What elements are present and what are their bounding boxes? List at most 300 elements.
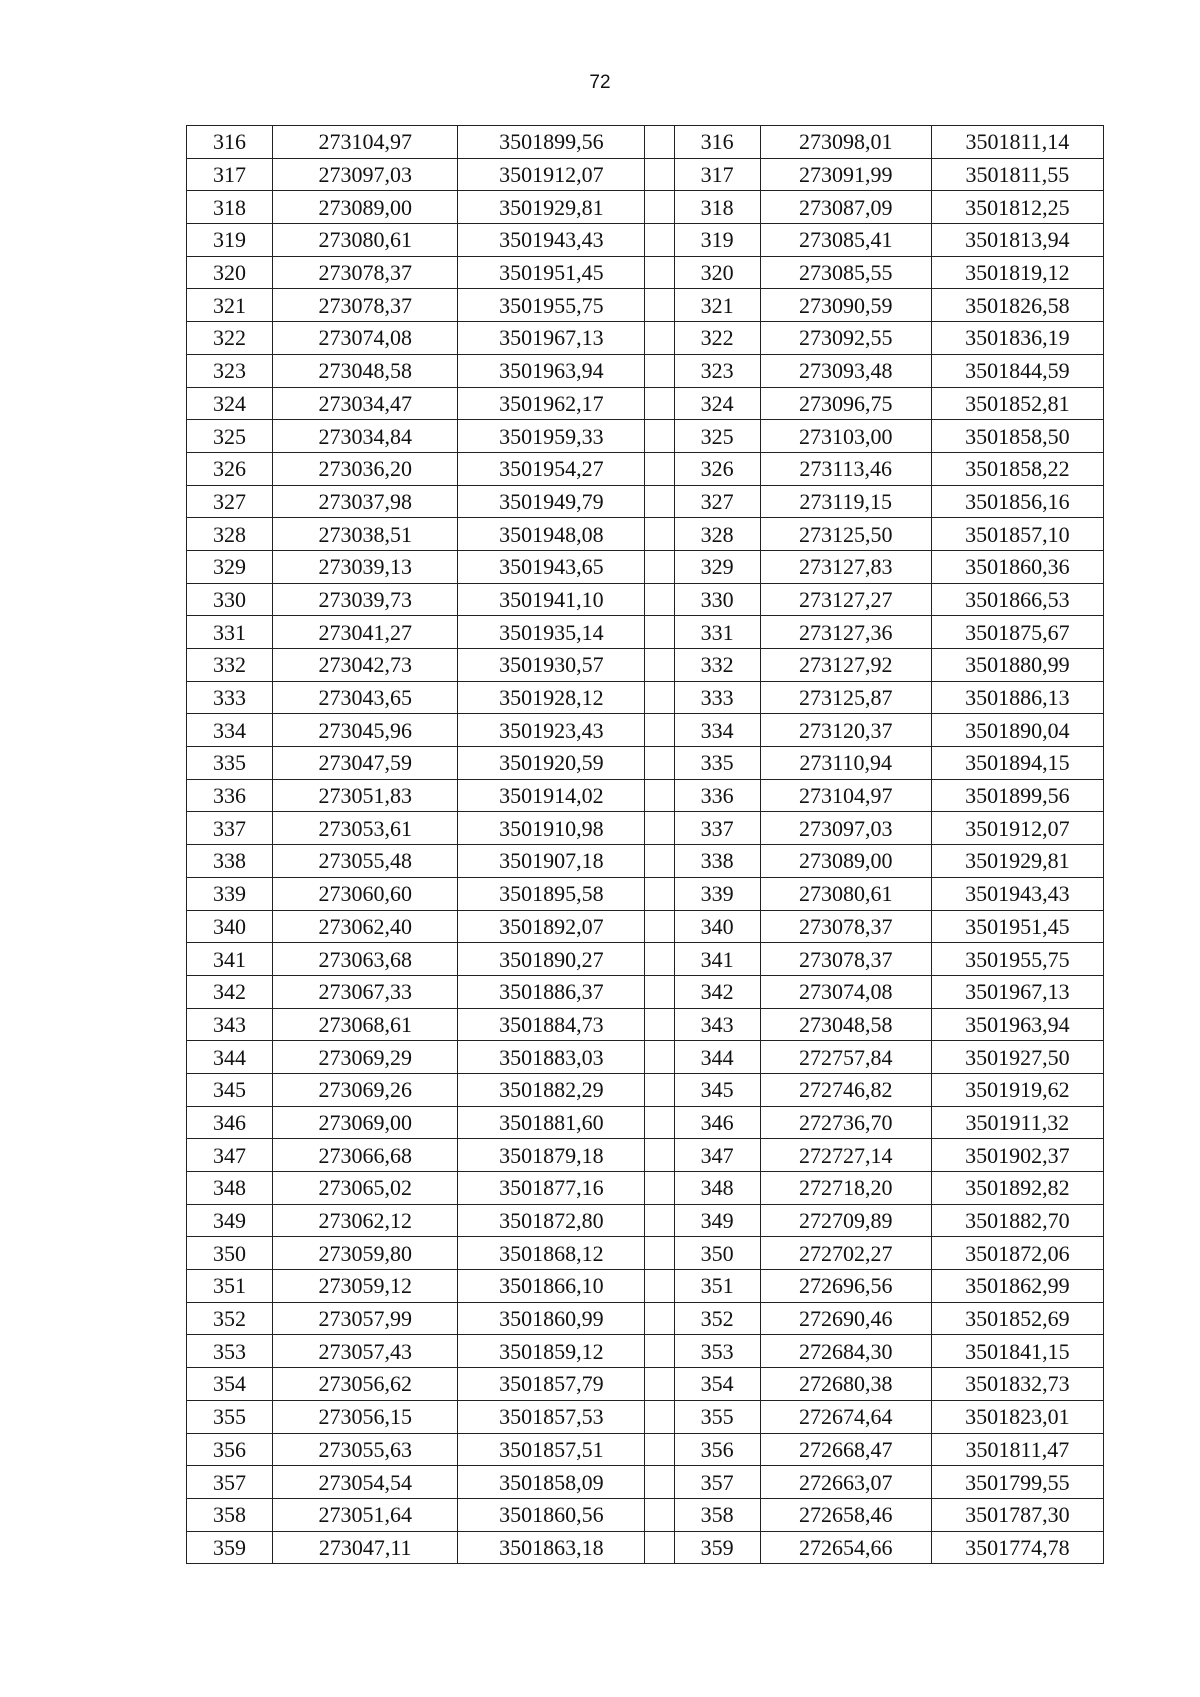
left-y-coordinate-cell: 3501943,43: [458, 224, 645, 257]
right-x-coordinate-cell: 272674,64: [760, 1400, 931, 1433]
right-x-coordinate-cell: 272702,27: [760, 1237, 931, 1270]
table-row: [187, 485, 1104, 518]
left-x-coordinate-cell: 273055,63: [273, 1433, 458, 1466]
table-row: [187, 322, 1104, 355]
right-point-number-cell: 328: [674, 518, 760, 551]
left-y-coordinate-cell: 3501935,14: [458, 616, 645, 649]
left-point-number-cell: 323: [187, 354, 273, 387]
spacer-cell: [645, 158, 674, 191]
left-y-coordinate-cell: 3501941,10: [458, 583, 645, 616]
spacer-cell: [645, 1270, 674, 1303]
right-point-number-cell: 329: [674, 550, 760, 583]
table-row: [187, 877, 1104, 910]
right-x-coordinate-cell: 273091,99: [760, 158, 931, 191]
spacer-cell: [645, 1139, 674, 1172]
table-row: [187, 387, 1104, 420]
left-x-coordinate-cell: 273060,60: [273, 877, 458, 910]
left-y-coordinate-cell: 3501954,27: [458, 452, 645, 485]
left-point-number-cell: 334: [187, 714, 273, 747]
right-point-number-cell: 350: [674, 1237, 760, 1270]
spacer-cell: [645, 485, 674, 518]
left-point-number-cell: 338: [187, 845, 273, 878]
left-x-coordinate-cell: 273104,97: [273, 126, 458, 159]
left-y-coordinate-cell: 3501857,51: [458, 1433, 645, 1466]
right-x-coordinate-cell: 273085,41: [760, 224, 931, 257]
left-x-coordinate-cell: 273063,68: [273, 943, 458, 976]
right-y-coordinate-cell: 3501892,82: [931, 1172, 1103, 1205]
right-y-coordinate-cell: 3501902,37: [931, 1139, 1103, 1172]
left-point-number-cell: 355: [187, 1400, 273, 1433]
left-point-number-cell: 337: [187, 812, 273, 845]
right-y-coordinate-cell: 3501872,06: [931, 1237, 1103, 1270]
left-y-coordinate-cell: 3501929,81: [458, 191, 645, 224]
spacer-cell: [645, 681, 674, 714]
table-row: [187, 1041, 1104, 1074]
left-y-coordinate-cell: 3501963,94: [458, 354, 645, 387]
left-y-coordinate-cell: 3501955,75: [458, 289, 645, 322]
right-point-number-cell: 348: [674, 1172, 760, 1205]
left-y-coordinate-cell: 3501943,65: [458, 550, 645, 583]
spacer-cell: [645, 1106, 674, 1139]
right-point-number-cell: 354: [674, 1368, 760, 1401]
table-row: [187, 975, 1104, 1008]
spacer-cell: [645, 1498, 674, 1531]
right-x-coordinate-cell: 273080,61: [760, 877, 931, 910]
right-point-number-cell: 321: [674, 289, 760, 322]
left-y-coordinate-cell: 3501860,99: [458, 1302, 645, 1335]
left-x-coordinate-cell: 273047,59: [273, 747, 458, 780]
right-x-coordinate-cell: 273093,48: [760, 354, 931, 387]
right-x-coordinate-cell: 273074,08: [760, 975, 931, 1008]
left-x-coordinate-cell: 273048,58: [273, 354, 458, 387]
spacer-cell: [645, 191, 674, 224]
right-x-coordinate-cell: 273097,03: [760, 812, 931, 845]
left-x-coordinate-cell: 273089,00: [273, 191, 458, 224]
left-point-number-cell: 328: [187, 518, 273, 551]
left-y-coordinate-cell: 3501967,13: [458, 322, 645, 355]
left-y-coordinate-cell: 3501951,45: [458, 256, 645, 289]
left-point-number-cell: 319: [187, 224, 273, 257]
left-point-number-cell: 344: [187, 1041, 273, 1074]
left-x-coordinate-cell: 273069,29: [273, 1041, 458, 1074]
right-y-coordinate-cell: 3501875,67: [931, 616, 1103, 649]
right-y-coordinate-cell: 3501943,43: [931, 877, 1103, 910]
left-x-coordinate-cell: 273055,48: [273, 845, 458, 878]
spacer-cell: [645, 975, 674, 1008]
right-point-number-cell: 316: [674, 126, 760, 159]
right-x-coordinate-cell: 272680,38: [760, 1368, 931, 1401]
spacer-cell: [645, 616, 674, 649]
right-y-coordinate-cell: 3501812,25: [931, 191, 1103, 224]
right-y-coordinate-cell: 3501841,15: [931, 1335, 1103, 1368]
left-y-coordinate-cell: 3501914,02: [458, 779, 645, 812]
right-point-number-cell: 324: [674, 387, 760, 420]
right-x-coordinate-cell: 273120,37: [760, 714, 931, 747]
right-x-coordinate-cell: 273103,00: [760, 420, 931, 453]
left-point-number-cell: 335: [187, 747, 273, 780]
right-point-number-cell: 345: [674, 1073, 760, 1106]
table-row: [187, 1139, 1104, 1172]
spacer-cell: [645, 126, 674, 159]
spacer-cell: [645, 943, 674, 976]
left-x-coordinate-cell: 273059,80: [273, 1237, 458, 1270]
spacer-cell: [645, 1204, 674, 1237]
spacer-cell: [645, 1302, 674, 1335]
table-body: [187, 126, 1104, 1564]
right-point-number-cell: 318: [674, 191, 760, 224]
left-y-coordinate-cell: 3501899,56: [458, 126, 645, 159]
right-y-coordinate-cell: 3501826,58: [931, 289, 1103, 322]
right-point-number-cell: 332: [674, 649, 760, 682]
left-y-coordinate-cell: 3501886,37: [458, 975, 645, 1008]
spacer-cell: [645, 812, 674, 845]
table-row: [187, 550, 1104, 583]
right-point-number-cell: 342: [674, 975, 760, 1008]
right-x-coordinate-cell: 273127,83: [760, 550, 931, 583]
table-row: [187, 1368, 1104, 1401]
table-row: [187, 1172, 1104, 1205]
left-x-coordinate-cell: 273034,84: [273, 420, 458, 453]
right-x-coordinate-cell: 272718,20: [760, 1172, 931, 1205]
spacer-cell: [645, 1466, 674, 1499]
left-point-number-cell: 321: [187, 289, 273, 322]
left-x-coordinate-cell: 273067,33: [273, 975, 458, 1008]
right-x-coordinate-cell: 272668,47: [760, 1433, 931, 1466]
spacer-cell: [645, 387, 674, 420]
spacer-cell: [645, 420, 674, 453]
left-point-number-cell: 332: [187, 649, 273, 682]
table-row: [187, 1302, 1104, 1335]
right-x-coordinate-cell: 272658,46: [760, 1498, 931, 1531]
right-point-number-cell: 317: [674, 158, 760, 191]
left-y-coordinate-cell: 3501928,12: [458, 681, 645, 714]
right-y-coordinate-cell: 3501911,32: [931, 1106, 1103, 1139]
left-point-number-cell: 339: [187, 877, 273, 910]
right-point-number-cell: 338: [674, 845, 760, 878]
left-point-number-cell: 317: [187, 158, 273, 191]
right-x-coordinate-cell: 273127,92: [760, 649, 931, 682]
right-x-coordinate-cell: 273048,58: [760, 1008, 931, 1041]
right-point-number-cell: 331: [674, 616, 760, 649]
right-x-coordinate-cell: 273113,46: [760, 452, 931, 485]
spacer-cell: [645, 224, 674, 257]
right-x-coordinate-cell: 273125,87: [760, 681, 931, 714]
right-point-number-cell: 340: [674, 910, 760, 943]
left-y-coordinate-cell: 3501863,18: [458, 1531, 645, 1564]
right-point-number-cell: 357: [674, 1466, 760, 1499]
left-point-number-cell: 353: [187, 1335, 273, 1368]
page-number: 72: [589, 72, 611, 93]
right-x-coordinate-cell: 273087,09: [760, 191, 931, 224]
right-y-coordinate-cell: 3501890,04: [931, 714, 1103, 747]
left-x-coordinate-cell: 273059,12: [273, 1270, 458, 1303]
left-y-coordinate-cell: 3501920,59: [458, 747, 645, 780]
right-point-number-cell: 326: [674, 452, 760, 485]
right-x-coordinate-cell: 272709,89: [760, 1204, 931, 1237]
right-point-number-cell: 351: [674, 1270, 760, 1303]
left-point-number-cell: 341: [187, 943, 273, 976]
right-y-coordinate-cell: 3501858,50: [931, 420, 1103, 453]
spacer-cell: [645, 910, 674, 943]
left-point-number-cell: 336: [187, 779, 273, 812]
right-x-coordinate-cell: 273090,59: [760, 289, 931, 322]
left-y-coordinate-cell: 3501912,07: [458, 158, 645, 191]
left-y-coordinate-cell: 3501868,12: [458, 1237, 645, 1270]
spacer-cell: [645, 1531, 674, 1564]
coordinates-table: [186, 125, 1104, 1564]
right-x-coordinate-cell: 273089,00: [760, 845, 931, 878]
left-y-coordinate-cell: 3501884,73: [458, 1008, 645, 1041]
left-y-coordinate-cell: 3501948,08: [458, 518, 645, 551]
spacer-cell: [645, 649, 674, 682]
left-point-number-cell: 343: [187, 1008, 273, 1041]
left-y-coordinate-cell: 3501910,98: [458, 812, 645, 845]
table-row: [187, 1335, 1104, 1368]
left-x-coordinate-cell: 273065,02: [273, 1172, 458, 1205]
right-y-coordinate-cell: 3501866,53: [931, 583, 1103, 616]
table-row: [187, 714, 1104, 747]
right-point-number-cell: 341: [674, 943, 760, 976]
left-point-number-cell: 347: [187, 1139, 273, 1172]
left-point-number-cell: 333: [187, 681, 273, 714]
left-point-number-cell: 342: [187, 975, 273, 1008]
right-x-coordinate-cell: 273127,36: [760, 616, 931, 649]
right-x-coordinate-cell: 273119,15: [760, 485, 931, 518]
left-point-number-cell: 348: [187, 1172, 273, 1205]
right-point-number-cell: 320: [674, 256, 760, 289]
right-y-coordinate-cell: 3501880,99: [931, 649, 1103, 682]
right-y-coordinate-cell: 3501823,01: [931, 1400, 1103, 1433]
right-y-coordinate-cell: 3501811,14: [931, 126, 1103, 159]
table-row: [187, 747, 1104, 780]
left-x-coordinate-cell: 273042,73: [273, 649, 458, 682]
left-x-coordinate-cell: 273066,68: [273, 1139, 458, 1172]
right-y-coordinate-cell: 3501886,13: [931, 681, 1103, 714]
left-y-coordinate-cell: 3501872,80: [458, 1204, 645, 1237]
right-point-number-cell: 344: [674, 1041, 760, 1074]
right-x-coordinate-cell: 272690,46: [760, 1302, 931, 1335]
right-point-number-cell: 355: [674, 1400, 760, 1433]
right-x-coordinate-cell: 273098,01: [760, 126, 931, 159]
right-x-coordinate-cell: 273078,37: [760, 910, 931, 943]
table-row: [187, 845, 1104, 878]
left-y-coordinate-cell: 3501879,18: [458, 1139, 645, 1172]
right-y-coordinate-cell: 3501929,81: [931, 845, 1103, 878]
right-y-coordinate-cell: 3501844,59: [931, 354, 1103, 387]
left-point-number-cell: 316: [187, 126, 273, 159]
spacer-cell: [645, 452, 674, 485]
left-x-coordinate-cell: 273068,61: [273, 1008, 458, 1041]
table-row: [187, 1270, 1104, 1303]
table-row: [187, 649, 1104, 682]
left-x-coordinate-cell: 273039,13: [273, 550, 458, 583]
table-row: [187, 681, 1104, 714]
right-point-number-cell: 334: [674, 714, 760, 747]
right-point-number-cell: 325: [674, 420, 760, 453]
left-y-coordinate-cell: 3501959,33: [458, 420, 645, 453]
right-y-coordinate-cell: 3501860,36: [931, 550, 1103, 583]
table-row: [187, 1204, 1104, 1237]
left-point-number-cell: 340: [187, 910, 273, 943]
left-point-number-cell: 358: [187, 1498, 273, 1531]
left-y-coordinate-cell: 3501949,79: [458, 485, 645, 518]
right-x-coordinate-cell: 273127,27: [760, 583, 931, 616]
left-y-coordinate-cell: 3501859,12: [458, 1335, 645, 1368]
left-point-number-cell: 359: [187, 1531, 273, 1564]
table-row: [187, 1106, 1104, 1139]
left-y-coordinate-cell: 3501857,79: [458, 1368, 645, 1401]
left-x-coordinate-cell: 273069,00: [273, 1106, 458, 1139]
right-y-coordinate-cell: 3501819,12: [931, 256, 1103, 289]
table-row: [187, 256, 1104, 289]
spacer-cell: [645, 1237, 674, 1270]
left-x-coordinate-cell: 273097,03: [273, 158, 458, 191]
right-y-coordinate-cell: 3501862,99: [931, 1270, 1103, 1303]
spacer-cell: [645, 714, 674, 747]
left-x-coordinate-cell: 273057,99: [273, 1302, 458, 1335]
left-point-number-cell: 346: [187, 1106, 273, 1139]
table-row: [187, 779, 1104, 812]
right-point-number-cell: 349: [674, 1204, 760, 1237]
left-point-number-cell: 352: [187, 1302, 273, 1335]
table-row: [187, 583, 1104, 616]
left-x-coordinate-cell: 273056,15: [273, 1400, 458, 1433]
spacer-cell: [645, 1073, 674, 1106]
spacer-cell: [645, 1335, 674, 1368]
table-row: [187, 1498, 1104, 1531]
left-x-coordinate-cell: 273036,20: [273, 452, 458, 485]
right-y-coordinate-cell: 3501967,13: [931, 975, 1103, 1008]
left-y-coordinate-cell: 3501930,57: [458, 649, 645, 682]
left-x-coordinate-cell: 273069,26: [273, 1073, 458, 1106]
table-row: [187, 126, 1104, 159]
table-row: [187, 1008, 1104, 1041]
right-point-number-cell: 330: [674, 583, 760, 616]
right-x-coordinate-cell: 272684,30: [760, 1335, 931, 1368]
right-point-number-cell: 352: [674, 1302, 760, 1335]
right-point-number-cell: 339: [674, 877, 760, 910]
table-row: [187, 289, 1104, 322]
left-y-coordinate-cell: 3501883,03: [458, 1041, 645, 1074]
spacer-cell: [645, 322, 674, 355]
right-y-coordinate-cell: 3501799,55: [931, 1466, 1103, 1499]
spacer-cell: [645, 1368, 674, 1401]
right-y-coordinate-cell: 3501813,94: [931, 224, 1103, 257]
left-x-coordinate-cell: 273045,96: [273, 714, 458, 747]
left-y-coordinate-cell: 3501923,43: [458, 714, 645, 747]
spacer-cell: [645, 747, 674, 780]
right-y-coordinate-cell: 3501811,47: [931, 1433, 1103, 1466]
left-point-number-cell: 326: [187, 452, 273, 485]
right-point-number-cell: 327: [674, 485, 760, 518]
left-x-coordinate-cell: 273053,61: [273, 812, 458, 845]
left-point-number-cell: 356: [187, 1433, 273, 1466]
right-x-coordinate-cell: 273110,94: [760, 747, 931, 780]
left-point-number-cell: 345: [187, 1073, 273, 1106]
right-y-coordinate-cell: 3501951,45: [931, 910, 1103, 943]
right-point-number-cell: 353: [674, 1335, 760, 1368]
left-y-coordinate-cell: 3501892,07: [458, 910, 645, 943]
right-x-coordinate-cell: 272727,14: [760, 1139, 931, 1172]
left-x-coordinate-cell: 273057,43: [273, 1335, 458, 1368]
left-y-coordinate-cell: 3501860,56: [458, 1498, 645, 1531]
right-x-coordinate-cell: 273092,55: [760, 322, 931, 355]
left-point-number-cell: 350: [187, 1237, 273, 1270]
left-point-number-cell: 329: [187, 550, 273, 583]
right-x-coordinate-cell: 272696,56: [760, 1270, 931, 1303]
table-row: [187, 616, 1104, 649]
left-x-coordinate-cell: 273062,40: [273, 910, 458, 943]
table-row: [187, 452, 1104, 485]
left-y-coordinate-cell: 3501882,29: [458, 1073, 645, 1106]
spacer-cell: [645, 779, 674, 812]
left-x-coordinate-cell: 273051,83: [273, 779, 458, 812]
left-y-coordinate-cell: 3501907,18: [458, 845, 645, 878]
spacer-cell: [645, 1400, 674, 1433]
table-row: [187, 910, 1104, 943]
table-row: [187, 1466, 1104, 1499]
right-x-coordinate-cell: 273096,75: [760, 387, 931, 420]
spacer-cell: [645, 354, 674, 387]
left-x-coordinate-cell: 273047,11: [273, 1531, 458, 1564]
left-point-number-cell: 322: [187, 322, 273, 355]
right-x-coordinate-cell: 272663,07: [760, 1466, 931, 1499]
left-x-coordinate-cell: 273078,37: [273, 256, 458, 289]
table-row: [187, 1400, 1104, 1433]
right-x-coordinate-cell: 273078,37: [760, 943, 931, 976]
right-y-coordinate-cell: 3501955,75: [931, 943, 1103, 976]
right-y-coordinate-cell: 3501856,16: [931, 485, 1103, 518]
table-row: [187, 354, 1104, 387]
right-point-number-cell: 356: [674, 1433, 760, 1466]
right-x-coordinate-cell: 272746,82: [760, 1073, 931, 1106]
right-point-number-cell: 346: [674, 1106, 760, 1139]
right-y-coordinate-cell: 3501787,30: [931, 1498, 1103, 1531]
right-y-coordinate-cell: 3501882,70: [931, 1204, 1103, 1237]
right-point-number-cell: 323: [674, 354, 760, 387]
spacer-cell: [645, 1008, 674, 1041]
right-y-coordinate-cell: 3501963,94: [931, 1008, 1103, 1041]
right-point-number-cell: 347: [674, 1139, 760, 1172]
left-x-coordinate-cell: 273038,51: [273, 518, 458, 551]
table-row: [187, 943, 1104, 976]
right-x-coordinate-cell: 273085,55: [760, 256, 931, 289]
right-y-coordinate-cell: 3501852,69: [931, 1302, 1103, 1335]
left-point-number-cell: 327: [187, 485, 273, 518]
table-row: [187, 420, 1104, 453]
right-point-number-cell: 336: [674, 779, 760, 812]
right-x-coordinate-cell: 273104,97: [760, 779, 931, 812]
table-row: [187, 812, 1104, 845]
right-y-coordinate-cell: 3501912,07: [931, 812, 1103, 845]
left-x-coordinate-cell: 273051,64: [273, 1498, 458, 1531]
left-point-number-cell: 324: [187, 387, 273, 420]
spacer-cell: [645, 1041, 674, 1074]
left-point-number-cell: 325: [187, 420, 273, 453]
right-y-coordinate-cell: 3501858,22: [931, 452, 1103, 485]
table-row: [187, 224, 1104, 257]
left-point-number-cell: 331: [187, 616, 273, 649]
right-point-number-cell: 322: [674, 322, 760, 355]
spacer-cell: [645, 583, 674, 616]
right-point-number-cell: 337: [674, 812, 760, 845]
left-x-coordinate-cell: 273062,12: [273, 1204, 458, 1237]
right-point-number-cell: 319: [674, 224, 760, 257]
spacer-cell: [645, 518, 674, 551]
left-x-coordinate-cell: 273039,73: [273, 583, 458, 616]
right-point-number-cell: 343: [674, 1008, 760, 1041]
left-point-number-cell: 349: [187, 1204, 273, 1237]
